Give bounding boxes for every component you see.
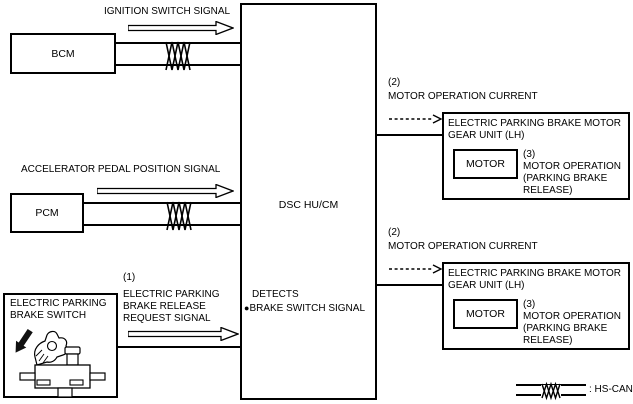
switch-dsc-wire	[116, 346, 240, 348]
motor-label-2: MOTOR	[466, 308, 505, 320]
dsc-unit2-wire	[377, 284, 442, 286]
release-request-number: (1)	[123, 272, 136, 283]
motor-current-label-2: MOTOR OPERATION CURRENT	[388, 241, 538, 252]
pcm-dsc-can-bus	[84, 202, 240, 226]
motor-current-label-1: MOTOR OPERATION CURRENT	[388, 91, 538, 102]
motor-gear-unit-box-1	[442, 112, 630, 200]
hs-can-legend-label: : HS-CAN	[589, 384, 633, 395]
twisted-pair-icon	[541, 383, 561, 399]
parking-brake-switch-label: ELECTRIC PARKING BRAKE SWITCH	[10, 298, 107, 321]
motor-box-1	[453, 149, 518, 179]
accelerator-flow-arrow-icon	[97, 184, 234, 198]
motor-operation-label-2: (3) MOTOR OPERATION (PARKING BRAKE RELEASE)	[523, 299, 621, 346]
dsc-module-box	[240, 3, 377, 400]
bullet-icon: ●	[244, 303, 250, 313]
motor-gear-unit-title-2: ELECTRIC PARKING BRAKE MOTOR GEAR UNIT (LH)	[448, 268, 621, 291]
ignition-flow-arrow-icon	[128, 21, 234, 35]
pointer-arrow-icon	[16, 330, 32, 352]
twisted-pair-icon	[166, 201, 192, 231]
motor-operation-label-1: (3) MOTOR OPERATION (PARKING BRAKE RELEASE)	[523, 149, 621, 196]
parking-brake-switch-box	[3, 293, 118, 398]
pcm-module-box	[10, 193, 84, 233]
release-request-label: ELECTRIC PARKING BRAKE RELEASE REQUEST SIGNAL	[123, 289, 220, 324]
motor-gear-unit-title-1: ELECTRIC PARKING BRAKE MOTOR GEAR UNIT (LH)	[448, 118, 621, 141]
dsc-detects-heading: DETECTS	[252, 289, 299, 300]
dsc-label: DSC HU/CM	[278, 199, 339, 211]
ignition-signal-label: IGNITION SWITCH SIGNAL	[104, 6, 231, 17]
motor-box-2	[453, 299, 518, 329]
motor-gear-unit-box-2	[442, 262, 630, 350]
pcm-label: PCM	[35, 207, 59, 219]
motor-current-number-2: (2)	[388, 227, 401, 238]
accelerator-signal-label: ACCELERATOR PEDAL POSITION SIGNAL	[21, 164, 221, 175]
twisted-pair-icon	[165, 41, 191, 71]
release-request-flow-arrow-icon	[128, 327, 239, 341]
bcm-module-box	[10, 33, 116, 74]
motor-current-number-1: (2)	[388, 77, 401, 88]
bcm-label: BCM	[51, 47, 75, 60]
parking-brake-switch-illustration	[5, 319, 116, 398]
dashed-arrow-icon	[389, 114, 442, 124]
hs-can-legend-symbol	[516, 384, 586, 396]
dsc-unit1-wire	[377, 134, 442, 136]
bcm-dsc-can-bus	[116, 42, 240, 66]
motor-label-1: MOTOR	[466, 158, 505, 170]
dsc-detects-item: ●BRAKE SWITCH SIGNAL	[244, 303, 366, 314]
dashed-arrow-icon	[389, 264, 442, 274]
